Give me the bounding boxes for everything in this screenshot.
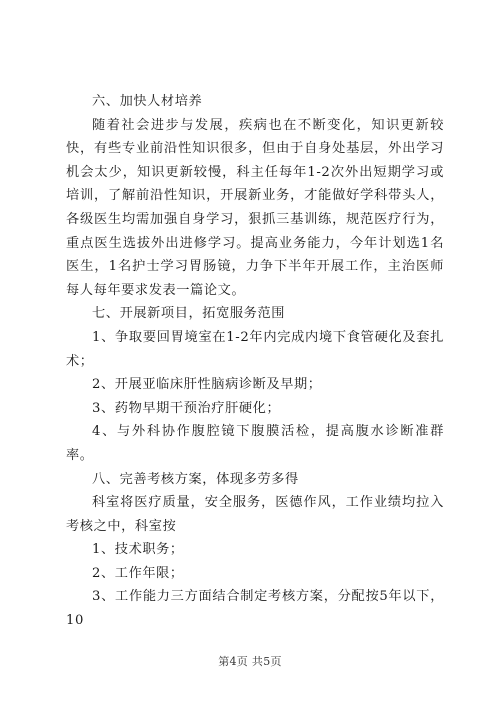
section-heading-6: 六、加快人材培养 (92, 94, 203, 109)
section-heading-8: 八、完善考核方案，体现多劳多得 (92, 471, 299, 487)
list-item-new-project-4: 4、与外科协作腹腔镜下腹膜活检，提高腹水诊断准群率。 (66, 424, 444, 463)
list-item-new-project-1: 1、争取要回胃境室在1-2年内完成内境下食管硬化及套扎术； (66, 329, 444, 369)
paragraph-talent-training: 随着社会进步与发展，疾病也在不断变化，知识更新较快，有些专业前沿性知识很多，但由于自身处基层，外出学习机会太少，知识更新较慢，科主任每年1-2次外出短期学习或培训，了解前沿性知识，开展新业务，才能做好学科带头人，各级医生均需加强自身学习，狠抓三基训练，规范医疗行为，重点医生选拔外出进修学习。提高业务能力，今年计划选1名医生，1名护士学习胃肠镜，力争下半年开展工作，主治医师每人每年要求发表一篇论文。 (66, 117, 444, 298)
document-body (66, 90, 444, 633)
paragraph-assessment: 科室将医疗质量，安全服务，医德作风，工作业绩均拉入考核之中，科室按 (66, 495, 444, 534)
list-item-new-project-3: 3、药物早期干预治疗肝硬化； (92, 400, 281, 416)
list-item-assessment-2: 2、工作年限； (92, 565, 184, 581)
list-item-assessment-1: 1、技术职务； (92, 542, 184, 558)
list-item-new-project-2: 2、开展亚临床肝性脑病诊断及早期； (92, 377, 322, 393)
page-number-footer: 第4页 共5页 (218, 655, 282, 668)
section-heading-7: 七、开展新项目，拓宽服务范围 (92, 306, 286, 322)
list-item-assessment-3: 3、工作能力三方面结合制定考核方案，分配按5年以下，10 (66, 589, 444, 629)
